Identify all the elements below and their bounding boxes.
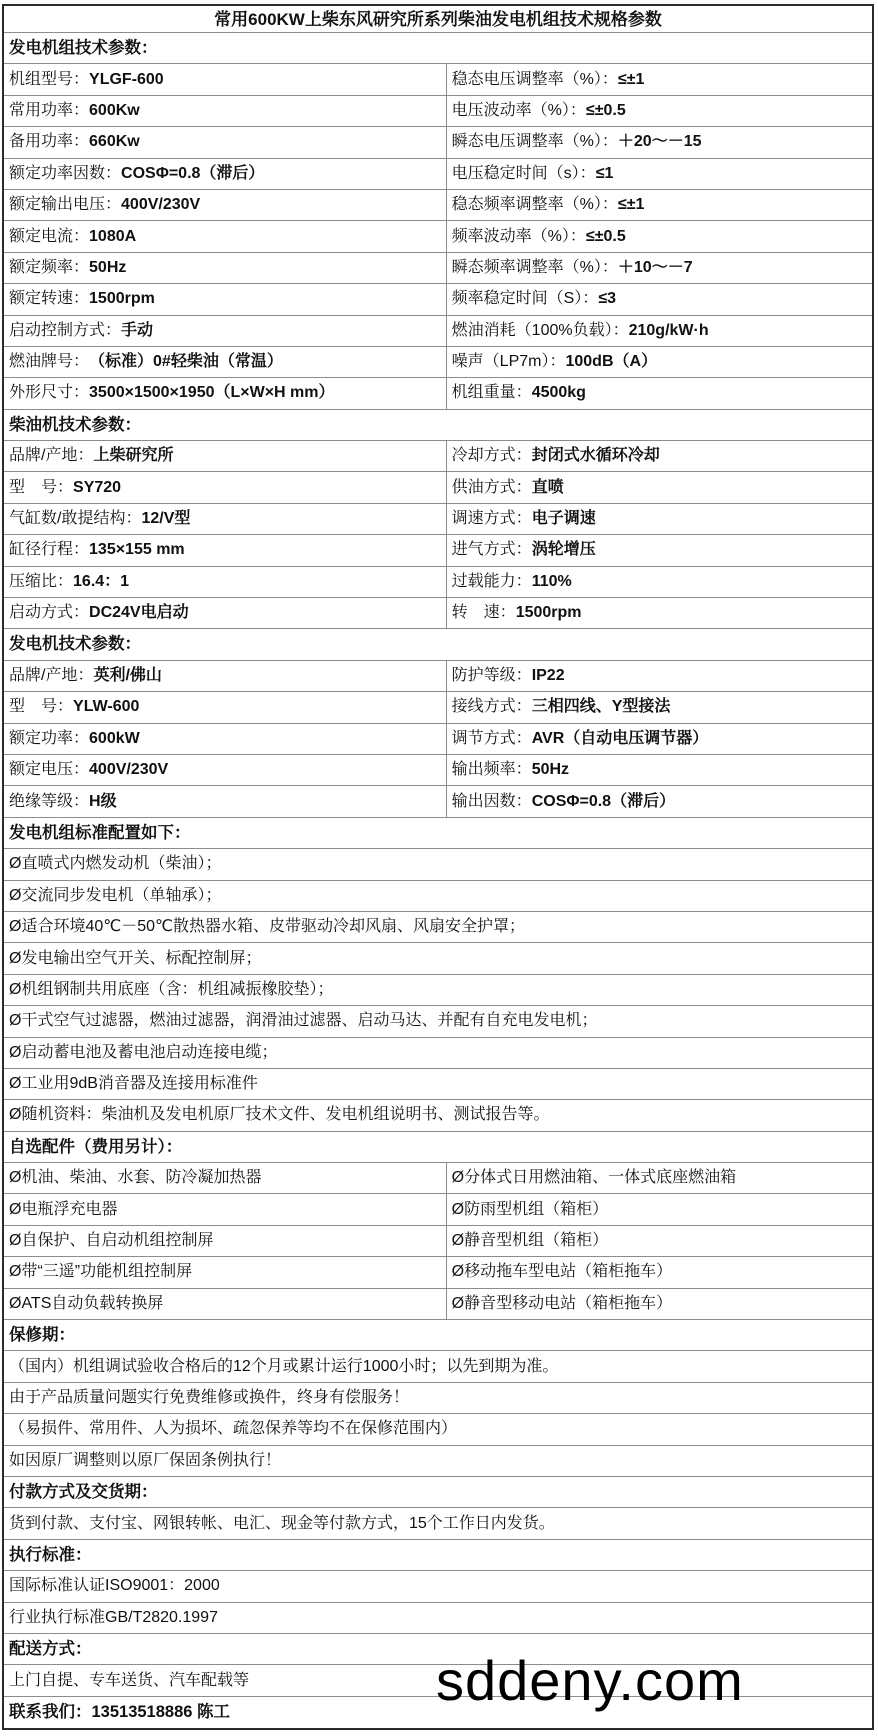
param-label: 供油方式： [451, 478, 532, 496]
param-label: Ø带“三遥”功能机组控制屏 [9, 1263, 193, 1281]
right-cell [447, 724, 872, 754]
param-label: 电压稳定时间（s）： [451, 164, 596, 182]
right-cell [447, 441, 872, 471]
spec-row [4, 755, 872, 786]
left-cell [4, 567, 447, 597]
param-value: ≤3 [598, 290, 617, 308]
left-cell [4, 692, 447, 722]
spec-row [4, 284, 872, 315]
param-value: 封闭式水循环冷却 [531, 447, 660, 465]
param-label: Ø机油、柴油、水套、防冷凝加热器 [9, 1169, 262, 1187]
param-value: 12/V型 [141, 510, 191, 528]
left-cell [4, 159, 447, 189]
left-cell [4, 96, 447, 126]
spec-row [4, 504, 872, 535]
left-cell [4, 1226, 447, 1256]
spec-row [4, 1226, 872, 1257]
text-line-row [4, 1351, 872, 1382]
left-cell [4, 378, 447, 408]
spec-row [4, 64, 872, 95]
param-label: 备用功率： [9, 133, 90, 151]
text-line-row [4, 849, 872, 880]
text-line-row [4, 881, 872, 912]
param-value: ≤±0.5 [585, 101, 626, 119]
param-label: 燃油牌号： [9, 353, 90, 371]
left-cell [4, 786, 447, 816]
right-cell [447, 1226, 872, 1256]
right-cell [447, 1163, 872, 1193]
param-label: Ø分体式日用燃油箱、一体式底座燃油箱 [451, 1169, 737, 1187]
param-label: 品牌/产地： [9, 667, 94, 684]
param-value: COSΦ=0.8（滞后） [121, 164, 265, 182]
left-cell [4, 472, 447, 502]
text-line-row [4, 1069, 872, 1100]
param-label: Ø防雨型机组（箱柜） [451, 1200, 609, 1218]
right-cell [447, 1289, 872, 1319]
left-cell [4, 598, 447, 628]
param-label: 冷却方式： [451, 447, 532, 465]
spec-row [4, 692, 872, 723]
left-cell [4, 1289, 447, 1319]
param-value: 直喷 [531, 478, 564, 496]
param-value: ＋10～－7 [617, 258, 693, 276]
text-line-row [4, 1414, 872, 1445]
text-line-row [4, 975, 872, 1006]
text-line: 货到付款、支付宝、网银转帐、电汇、现金等付款方式，15个工作日内发货。 [9, 1514, 555, 1532]
right-cell [447, 1257, 872, 1287]
section-header-row [4, 410, 872, 441]
right-cell [447, 692, 872, 722]
param-value: DC24V电启动 [89, 604, 189, 622]
param-label: 型 号： [9, 698, 74, 716]
param-value: YLW-600 [73, 698, 140, 716]
param-value: YLGF-600 [89, 70, 164, 88]
param-label: 气缸数/敢提结构： [9, 510, 142, 528]
left-cell [4, 661, 447, 691]
right-cell [447, 535, 872, 565]
right-cell [447, 127, 872, 157]
param-label: 机组型号： [9, 70, 90, 88]
spec-row [4, 316, 872, 347]
param-value: 50Hz [89, 258, 127, 276]
left-cell [4, 1194, 447, 1224]
param-value: 600kW [89, 729, 140, 747]
right-cell [447, 1194, 872, 1224]
left-cell [4, 284, 447, 314]
right-cell [447, 159, 872, 189]
section-header-row [4, 33, 872, 64]
param-label: 型 号： [9, 478, 74, 496]
param-value: 50Hz [531, 761, 570, 779]
left-cell [4, 755, 447, 785]
text-line: Ø启动蓄电池及蓄电池启动连接电缆； [9, 1043, 278, 1061]
param-label: 启动方式： [9, 604, 90, 622]
param-label: 品牌/产地： [9, 447, 94, 465]
param-label: 瞬态频率调整率（%）： [451, 258, 618, 276]
left-cell [4, 316, 447, 346]
param-label: 额定功率： [9, 729, 90, 747]
right-cell [447, 190, 872, 220]
param-value: 16.4：1 [73, 572, 130, 590]
section-header-text: 发电机组标准配置如下： [9, 823, 191, 842]
param-label: 启动控制方式： [9, 321, 122, 339]
left-cell [4, 221, 447, 251]
left-cell [4, 64, 447, 94]
text-line: Ø随机资料：柴油机及发电机原厂技术文件、发电机组说明书、测试报告等。 [9, 1106, 550, 1124]
param-value: 600Kw [89, 101, 140, 119]
param-label: 额定输出电压： [9, 196, 122, 214]
param-value: ≤1 [595, 164, 614, 182]
spec-row [4, 96, 872, 127]
left-cell [4, 504, 447, 534]
param-value: 1080A [89, 227, 137, 245]
param-label: 输出因数： [451, 792, 532, 810]
right-cell [447, 661, 872, 691]
param-label: 额定转速： [9, 290, 90, 308]
param-label: 频率稳定时间（S）： [451, 290, 599, 308]
left-cell [4, 441, 447, 471]
param-value: 110% [531, 572, 572, 590]
table-body [4, 33, 872, 1728]
param-label: 外形尺寸： [9, 384, 90, 402]
param-value: 涡轮增压 [531, 541, 596, 559]
text-line: Ø适合环境40℃－50℃散热器水箱、皮带驱动冷却风扇、风扇安全护罩； [9, 918, 525, 936]
spec-row [4, 661, 872, 692]
text-line: 上门自提、专车送货、汽车配载等 [9, 1671, 250, 1689]
param-label: 稳态电压调整率（%）： [451, 70, 618, 88]
param-label: 绝缘等级： [9, 792, 90, 810]
spec-row [4, 1163, 872, 1194]
section-header-text: 柴油机技术参数： [9, 415, 141, 434]
left-cell [4, 1163, 447, 1193]
watermark: sddeny.com [436, 1649, 744, 1712]
text-line: 行业执行标准GB/T2820.1997 [9, 1608, 218, 1626]
param-value: 1500rpm [515, 604, 582, 622]
spec-row [4, 127, 872, 158]
param-label: 瞬态电压调整率（%）： [451, 133, 618, 151]
text-line: Ø工业用9dB消音器及连接用标准件 [9, 1075, 258, 1093]
spec-row [4, 221, 872, 252]
param-label: Ø电瓶浮充电器 [9, 1200, 118, 1218]
left-cell [4, 724, 447, 754]
spec-row [4, 253, 872, 284]
param-label: 机组重量： [451, 384, 532, 402]
param-label: 额定功率因数： [9, 164, 122, 182]
section-header-text: 保修期： [9, 1325, 75, 1344]
text-line: 由于产品质量问题实行免费维修或换件，终身有偿服务！ [9, 1388, 410, 1406]
section-header-text: 付款方式及交货期： [9, 1482, 158, 1501]
param-value: 400V/230V [121, 196, 201, 214]
param-value: 上柴研究所 [93, 447, 174, 465]
text-line: Ø直喷式内燃发动机（柴油）； [9, 855, 222, 873]
text-line-row [4, 1508, 872, 1539]
text-line-row [4, 1100, 872, 1131]
param-value: 4500kg [531, 384, 586, 402]
right-cell [447, 347, 872, 377]
param-label: 噪声（LP7m）： [451, 353, 566, 371]
param-label: ØATS自动负载转换屏 [9, 1294, 164, 1312]
param-label: 进气方式： [451, 541, 532, 559]
section-header-row [4, 1477, 872, 1508]
text-line-row [4, 1383, 872, 1414]
right-cell [447, 253, 872, 283]
param-value: 三相四线、Y型接法 [531, 698, 671, 716]
param-label: 调速方式： [451, 510, 532, 528]
spec-row [4, 347, 872, 378]
right-cell [447, 284, 872, 314]
section-header-row [4, 1132, 872, 1163]
left-cell [4, 127, 447, 157]
spec-row [4, 724, 872, 755]
text-line-row [4, 912, 872, 943]
param-label: 稳态频率调整率（%）： [451, 196, 618, 214]
param-value: ≤±0.5 [585, 227, 626, 245]
right-cell [447, 504, 872, 534]
text-line: Ø干式空气过滤器，燃油过滤器，润滑油过滤器、启动马达、并配有自充电发电机； [9, 1012, 598, 1030]
param-label: 转 速： [451, 604, 516, 622]
param-label: 燃油消耗（100%负载）： [451, 321, 629, 339]
right-cell [447, 786, 872, 816]
text-line-row [4, 1006, 872, 1037]
param-value: 3500×1500×1950（L×W×H mm） [89, 384, 335, 402]
spec-row [4, 159, 872, 190]
param-value: ≤±1 [617, 196, 645, 214]
left-cell [4, 253, 447, 283]
param-label: Ø静音型移动电站（箱柜拖车） [451, 1294, 673, 1312]
text-line: Ø发电输出空气开关、标配控制屏； [9, 949, 262, 967]
param-label: 输出频率： [451, 761, 532, 779]
param-value: 400V/230V [89, 761, 169, 779]
text-line-row [4, 1446, 872, 1477]
spec-row [4, 1289, 872, 1320]
spec-row [4, 190, 872, 221]
section-header-text: 发电机技术参数： [9, 635, 141, 654]
section-header-text: 联系我们：13513518886 陈工 [9, 1703, 231, 1722]
param-label: 额定电流： [9, 227, 90, 245]
param-value: ≤±1 [617, 70, 645, 88]
param-value: 100dB（A） [565, 353, 658, 371]
section-header-row [4, 629, 872, 660]
param-label: Ø移动拖车型电站（箱柜拖车） [451, 1263, 673, 1281]
text-line-row [4, 1038, 872, 1069]
spec-row [4, 441, 872, 472]
right-cell [447, 221, 872, 251]
right-cell [447, 755, 872, 785]
right-cell [447, 96, 872, 126]
param-label: 频率波动率（%）： [451, 227, 586, 245]
left-cell [4, 347, 447, 377]
spec-row [4, 472, 872, 503]
param-label: 防护等级： [451, 667, 532, 684]
spec-row [4, 1257, 872, 1288]
param-label: 额定电压： [9, 761, 90, 779]
param-label: 压缩比： [9, 572, 74, 590]
text-line: 如因原厂调整则以原厂保固条例执行！ [9, 1451, 282, 1469]
spec-row [4, 598, 872, 629]
param-label: Ø静音型机组（箱柜） [451, 1232, 609, 1250]
left-cell [4, 1257, 447, 1287]
left-cell [4, 190, 447, 220]
param-value: H级 [89, 792, 117, 810]
param-label: 缸径行程： [9, 541, 90, 559]
right-cell [447, 64, 872, 94]
section-header-row [4, 1320, 872, 1351]
param-label: 电压波动率（%）： [451, 101, 586, 119]
page-title: 常用600KW上柴东风研究所系列柴油发电机组技术规格参数 [214, 9, 662, 29]
spec-table [2, 4, 874, 1730]
right-cell [447, 598, 872, 628]
param-value: ＋20～－15 [617, 133, 702, 151]
text-line-row [4, 1571, 872, 1602]
param-label: 额定频率： [9, 258, 90, 276]
param-value: （标准）0#轻柴油（常温） [89, 353, 283, 371]
param-label: Ø自保护、自启动机组控制屏 [9, 1232, 214, 1250]
spec-row [4, 378, 872, 409]
param-value: 210g/kW·h [628, 321, 709, 339]
spec-row [4, 535, 872, 566]
param-value: 1500rpm [89, 290, 155, 308]
text-line-row [4, 943, 872, 974]
table-title-row [4, 6, 872, 33]
param-value: COSΦ=0.8（滞后） [531, 792, 676, 810]
text-line: （易损件、常用件、人为损坏、疏忽保养等均不在保修范围内） [9, 1420, 458, 1438]
param-value: SY720 [73, 478, 122, 496]
param-value: 660Kw [89, 133, 140, 151]
text-line: 国际标准认证ISO9001：2000 [9, 1577, 220, 1595]
section-header-row [4, 818, 872, 849]
param-value: 135×155 mm [89, 541, 185, 559]
param-value: AVR（自动电压调节器） [531, 729, 709, 747]
right-cell [447, 316, 872, 346]
param-value: IP22 [531, 667, 565, 684]
spec-row [4, 1194, 872, 1225]
param-label: 过载能力： [451, 572, 532, 590]
section-header-row [4, 1540, 872, 1571]
param-label: 常用功率： [9, 101, 90, 119]
param-value: 手动 [121, 321, 154, 339]
text-line-row [4, 1603, 872, 1634]
text-line: Ø机组钢制共用底座（含：机组减振橡胶垫）； [9, 980, 334, 998]
right-cell [447, 567, 872, 597]
param-label: 接线方式： [451, 698, 532, 716]
param-label: 调节方式： [451, 729, 532, 747]
spec-row [4, 786, 872, 817]
right-cell [447, 378, 872, 408]
param-value: 英利/佛山 [93, 667, 162, 684]
section-header-text: 配送方式： [9, 1639, 92, 1658]
section-header-text: 发电机组技术参数： [9, 38, 158, 57]
text-line: Ø交流同步发电机（单轴承）； [9, 886, 222, 904]
param-value: 电子调速 [531, 510, 596, 528]
spec-row [4, 567, 872, 598]
section-header-text: 自选配件（费用另计）： [9, 1137, 183, 1156]
text-line: （国内）机组调试验收合格后的12个月或累计运行1000小时；以先到期为准。 [9, 1357, 559, 1375]
right-cell [447, 472, 872, 502]
section-header-text: 执行标准： [9, 1545, 92, 1564]
left-cell [4, 535, 447, 565]
